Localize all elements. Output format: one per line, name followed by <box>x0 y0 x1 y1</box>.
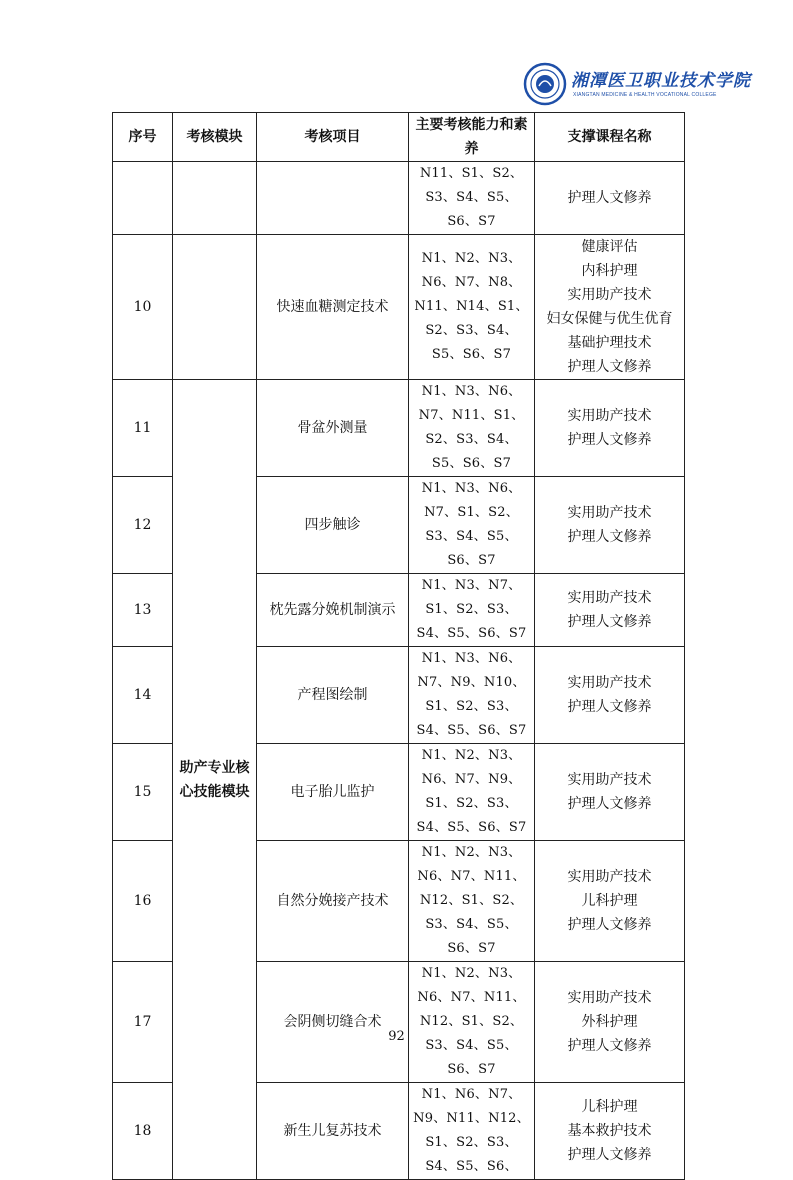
row-ability: N1、N2、N3、N6、N7、N11、N12、S1、S2、S3、S4、S5、S6、S7 <box>409 962 535 1083</box>
row-no: 15 <box>113 744 173 841</box>
column-header-no: 序号 <box>113 113 173 162</box>
row-item: 快速血糖测定技术 <box>257 235 409 380</box>
row-ability: N1、N3、N6、N7、S1、S2、S3、S4、S5、S6、S7 <box>409 477 535 574</box>
row-courses: 实用助产技术 护理人文修养 <box>535 647 685 744</box>
table-header-row <box>113 113 685 162</box>
row-ability: N1、N6、N7、N9、N11、N12、S1、S2、S3、S4、S5、S6、 <box>409 1083 535 1180</box>
row-item: 电子胎儿监护 <box>257 744 409 841</box>
row-ability: N1、N3、N6、N7、N11、S1、S2、S3、S4、S5、S6、S7 <box>409 380 535 477</box>
row-courses: 实用助产技术 护理人文修养 <box>535 380 685 477</box>
row-no <box>113 162 173 235</box>
row-no: 13 <box>113 574 173 647</box>
row-no: 10 <box>113 235 173 380</box>
logo-college-name-en: XIANGTAN MEDICINE & HEALTH VOCATIONAL COLLEGE <box>573 92 717 98</box>
row-item: 自然分娩接产技术 <box>257 841 409 962</box>
table-row <box>113 235 685 380</box>
row-courses: 实用助产技术 外科护理 护理人文修养 <box>535 962 685 1083</box>
row-item <box>257 162 409 235</box>
row-item: 四步触诊 <box>257 477 409 574</box>
logo-college-name: 湘潭医卫职业技术学院 <box>571 71 751 91</box>
row-no: 18 <box>113 1083 173 1180</box>
module-cell: 助产专业核心技能模块 <box>173 380 257 1180</box>
row-courses: 健康评估 内科护理 实用助产技术 妇女保健与优生优育 基础护理技术 护理人文修养 <box>535 235 685 380</box>
course-name: 护理人文修养 <box>567 190 652 206</box>
row-item: 骨盆外测量 <box>257 380 409 477</box>
row-no: 16 <box>113 841 173 962</box>
column-header-module: 考核模块 <box>173 113 257 162</box>
row-ability: N1、N3、N6、N7、N9、N10、S1、S2、S3、S4、S5、S6、S7 <box>409 647 535 744</box>
row-ability: N1、N2、N3、N6、N7、N8、N11、N14、S1、S2、S3、S4、S5、S6、S7 <box>409 235 535 380</box>
row-courses: 儿科护理 基本救护技术 护理人文修养 <box>535 1083 685 1180</box>
row-ability: N1、N2、N3、N6、N7、N9、S1、S2、S3、S4、S5、S6、S7 <box>409 744 535 841</box>
row-ability: N1、N2、N3、N6、N7、N11、N12、S1、S2、S3、S4、S5、S6、S7 <box>409 841 535 962</box>
row-no: 14 <box>113 647 173 744</box>
row-item: 产程图绘制 <box>257 647 409 744</box>
column-header-courses: 支撑课程名称 <box>535 113 685 162</box>
row-courses <box>535 162 685 235</box>
college-seal-icon <box>523 62 567 106</box>
table-row <box>113 380 685 477</box>
row-item: 会阴侧切缝合术 <box>257 962 409 1083</box>
row-courses: 实用助产技术 护理人文修养 <box>535 744 685 841</box>
row-no: 11 <box>113 380 173 477</box>
row-courses: 实用助产技术 儿科护理 护理人文修养 <box>535 841 685 962</box>
module-cell-continued <box>173 162 257 235</box>
table-row <box>113 162 685 235</box>
row-item: 新生儿复苏技术 <box>257 1083 409 1180</box>
column-header-item: 考核项目 <box>257 113 409 162</box>
row-courses: 实用助产技术 护理人文修养 <box>535 574 685 647</box>
row-no: 17 <box>113 962 173 1083</box>
column-header-ability: 主要考核能力和素养 <box>409 113 535 162</box>
row-no: 12 <box>113 477 173 574</box>
row-item: 枕先露分娩机制演示 <box>257 574 409 647</box>
row-ability: N11、S1、S2、S3、S4、S5、S6、S7 <box>409 162 535 235</box>
college-logo <box>523 62 751 110</box>
page-number: 92 <box>388 1029 405 1044</box>
row-ability: N1、N3、N7、S1、S2、S3、S4、S5、S6、S7 <box>409 574 535 647</box>
assessment-table <box>112 112 685 1180</box>
module-cell-empty <box>173 235 257 380</box>
row-courses: 实用助产技术 护理人文修养 <box>535 477 685 574</box>
